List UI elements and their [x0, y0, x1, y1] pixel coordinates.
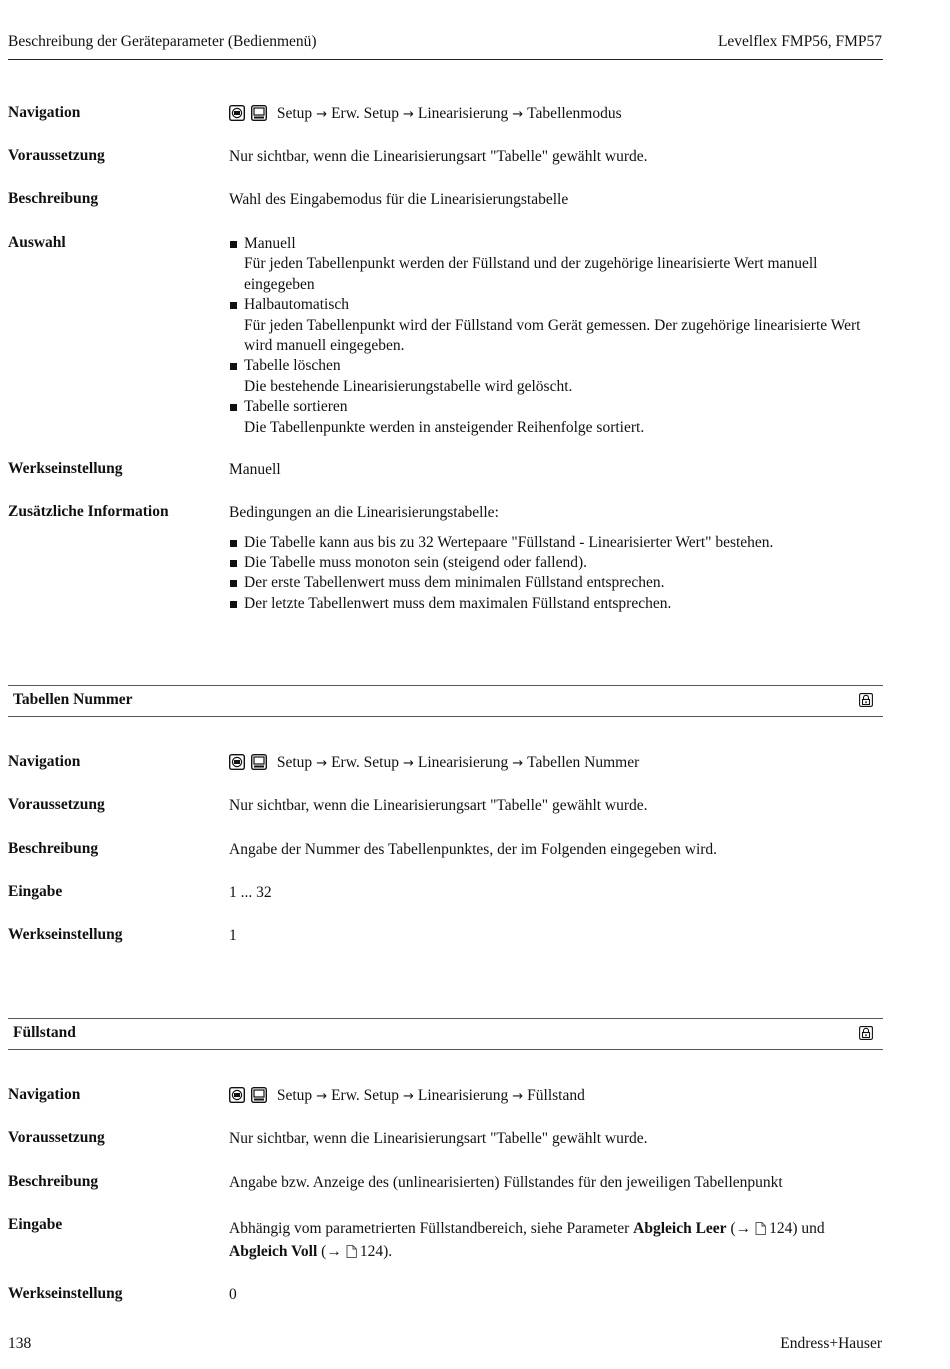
param-label: Navigation	[8, 1086, 81, 1103]
option-name: Tabelle sortieren	[244, 398, 348, 416]
param-label: Auswahl	[8, 234, 66, 251]
nav-icons	[229, 105, 269, 128]
ref-open: (→	[321, 1243, 342, 1260]
arrow-right-icon: →	[512, 1089, 524, 1104]
section-title: Tabellen Nummer	[13, 691, 133, 708]
navigation-keypad-icon	[229, 105, 245, 121]
running-header-right: Levelflex FMP56, FMP57	[717, 33, 882, 50]
info-intro: Bedingungen an die Linearisierungstabelle:	[229, 504, 499, 521]
navigation-keypad-icon	[229, 1087, 245, 1103]
nav-step: Setup	[276, 754, 313, 771]
arrow-right-icon: →	[402, 1089, 414, 1104]
option-description: Für jeden Tabellenpunkt werden der Füllstand und der zugehörige linearisierte Wert manuell eingegeben	[244, 255, 818, 293]
param-label: Beschreibung	[8, 190, 99, 207]
navigation-path	[229, 1086, 883, 1110]
nav-icons	[229, 754, 269, 777]
param-label: Voraussetzung	[8, 147, 105, 164]
page-link[interactable]: 124).	[359, 1243, 393, 1260]
arrow-right-icon: →	[512, 756, 524, 771]
display-module-icon	[251, 105, 267, 121]
param-reference-abgleich-voll[interactable]: Abgleich Voll	[229, 1243, 318, 1260]
nav-step: Erw. Setup	[331, 105, 399, 122]
nav-step: Linearisierung	[417, 1087, 509, 1104]
eingabe-text: Abhängig vom parametrierten Füllstandbereich, siehe Parameter	[229, 1220, 630, 1237]
param-value: Wahl des Eingabemodus für die Linearisierungstabelle	[229, 191, 569, 208]
param-label: Werkseinstellung	[8, 926, 123, 943]
section-title: Füllstand	[13, 1024, 76, 1041]
param-label: Zusätzliche Information	[8, 503, 169, 520]
nav-step: Setup	[276, 105, 313, 122]
lock-icon	[859, 693, 873, 707]
param-label: Beschreibung	[8, 1173, 99, 1190]
list-item: Die Tabelle kann aus bis zu 32 Wertepaare "Füllstand - Linearisierter Wert" bestehen.	[229, 533, 883, 553]
section-header-tabellen-nummer	[8, 685, 883, 717]
option-name: Manuell	[244, 235, 296, 252]
nav-step: Tabellen Nummer	[527, 754, 640, 771]
option-description: Die Tabellenpunkte werden in ansteigender Reihenfolge sortiert.	[244, 418, 645, 436]
param-value: Nur sichtbar, wenn die Linearisierungsart "Tabelle" gewählt wurde.	[229, 148, 648, 165]
nav-step: Füllstand	[527, 1087, 585, 1104]
display-module-icon	[251, 1087, 267, 1103]
param-value	[229, 1217, 883, 1263]
arrow-right-icon: →	[512, 107, 524, 122]
nav-step: Erw. Setup	[331, 1087, 399, 1104]
param-label: Navigation	[8, 753, 81, 770]
arrow-right-icon: →	[316, 756, 328, 771]
list-item: Der erste Tabellenwert muss dem minimalen Füllstand entsprechen.	[229, 573, 883, 593]
param-value: 1	[229, 927, 237, 944]
display-module-icon	[251, 754, 267, 770]
list-item: Die Tabelle muss monoton sein (steigend oder fallend).	[229, 553, 883, 573]
list-item: Der letzte Tabellenwert muss dem maximalen Füllstand entsprechen.	[229, 594, 883, 614]
ref-open: (→	[730, 1220, 752, 1237]
list-item	[229, 356, 883, 397]
option-name: Tabelle löschen	[244, 357, 341, 375]
nav-step: Linearisierung	[417, 754, 509, 771]
page-number: 138	[8, 1335, 32, 1352]
param-value: Nur sichtbar, wenn die Linearisierungsart "Tabelle" gewählt wurde.	[229, 797, 648, 814]
nav-step: Setup	[276, 1087, 313, 1104]
option-description: Die bestehende Linearisierungstabelle wird gelöscht.	[244, 377, 573, 395]
param-value: 1 ... 32	[229, 884, 272, 901]
footer-brand: Endress+Hauser	[780, 1335, 882, 1352]
param-value: Nur sichtbar, wenn die Linearisierungsart "Tabelle" gewählt wurde.	[229, 1130, 648, 1147]
param-label: Werkseinstellung	[8, 1285, 123, 1302]
navigation-path	[229, 753, 883, 777]
param-label: Voraussetzung	[8, 1129, 105, 1146]
header-rule	[8, 59, 883, 60]
navigation-path	[229, 104, 883, 128]
param-value: Angabe der Nummer des Tabellenpunktes, der im Folgenden eingegeben wird.	[229, 841, 718, 858]
running-header-left: Beschreibung der Geräteparameter (Bedienmenü)	[8, 33, 317, 50]
option-name: Halbautomatisch	[244, 296, 350, 314]
list-item	[229, 234, 883, 295]
page-link[interactable]: 124) und	[769, 1220, 825, 1237]
param-value: Manuell	[229, 461, 281, 478]
lock-icon	[859, 1026, 873, 1040]
list-item	[229, 295, 883, 356]
param-label: Voraussetzung	[8, 796, 105, 813]
nav-step: Tabellenmodus	[527, 105, 622, 122]
additional-info	[229, 503, 883, 614]
nav-icons	[229, 1087, 269, 1110]
options-list	[229, 234, 883, 438]
arrow-right-icon: →	[316, 1089, 328, 1104]
section-header-fuellstand	[8, 1018, 883, 1050]
navigation-keypad-icon	[229, 754, 245, 770]
page-reference-icon	[346, 1245, 357, 1258]
option-description: Für jeden Tabellenpunkt wird der Füllstand vom Gerät gemessen. Der zugehörige linearisierte Wert wird manuell eingegeben.	[244, 316, 861, 355]
page-reference-icon	[755, 1222, 766, 1235]
param-value: 0	[229, 1286, 237, 1303]
arrow-right-icon: →	[316, 107, 328, 122]
param-label: Navigation	[8, 104, 81, 121]
param-label: Eingabe	[8, 883, 63, 900]
param-label: Beschreibung	[8, 840, 99, 857]
list-item	[229, 397, 883, 438]
nav-step: Erw. Setup	[331, 754, 399, 771]
arrow-right-icon: →	[402, 756, 414, 771]
nav-step: Linearisierung	[417, 105, 509, 122]
param-label: Werkseinstellung	[8, 460, 123, 477]
param-label: Eingabe	[8, 1216, 63, 1233]
arrow-right-icon: →	[402, 107, 414, 122]
param-value: Angabe bzw. Anzeige des (unlinearisierten) Füllstandes für den jeweiligen Tabellenpunkt	[229, 1174, 783, 1191]
param-reference-abgleich-leer[interactable]: Abgleich Leer	[633, 1220, 727, 1237]
